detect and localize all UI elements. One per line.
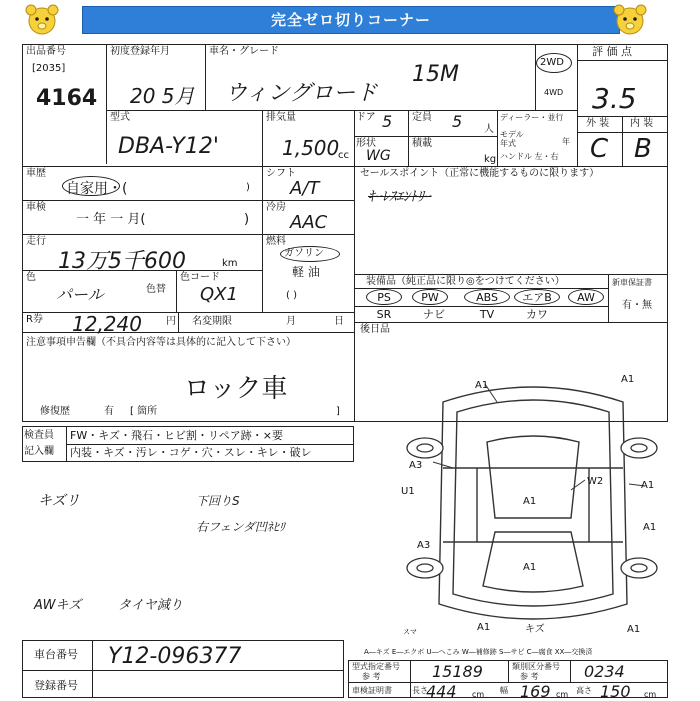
damage-mark-10: A1: [523, 562, 537, 573]
doors-label: ドア: [356, 112, 376, 123]
front-label: スマ: [403, 628, 417, 636]
history-label: 車歴: [26, 168, 46, 179]
disp-value: 1,500: [282, 136, 340, 160]
warranty-value: 有・無: [622, 300, 652, 311]
notes-value: ロック車: [184, 374, 288, 404]
spec-type-label: 型式指定番号: [352, 662, 400, 671]
inspector-row1: FW・キズ・飛石・ヒビ割・リペア跡・×要: [70, 429, 283, 442]
shift-value: A/T: [290, 178, 320, 199]
history-value: 自家用・(: [66, 181, 128, 197]
damage-mark-13: A1: [627, 624, 641, 635]
equip-aw: AW: [577, 291, 595, 304]
ext-label: 外 装: [586, 118, 610, 129]
disp-label: 排気量: [266, 112, 296, 123]
recycle-label: R券: [26, 314, 43, 325]
damage-legend: A―キズ E―エクボ U―へこみ W―補修跡 S―サビ C―腐食 XX―交換済: [364, 648, 593, 656]
notes-label: 注意事項申告欄（不具合内容等は具体的に記入して下さい）: [26, 337, 296, 348]
equip-navi: ナビ: [423, 308, 445, 321]
lot-number: 4164: [36, 86, 98, 111]
dealer-label: ディーラー・並行: [500, 113, 564, 122]
recycle-value: 12,240: [72, 312, 142, 336]
damage-mark-5: W2: [587, 476, 604, 487]
spec-class-value: 0234: [584, 662, 625, 681]
score-value: 3.5: [592, 82, 637, 115]
fuel-label: 燃料: [266, 236, 286, 247]
doors-value: 5: [382, 112, 393, 131]
sales-value: ｷｰﾚｽｴﾝﾄﾘｰ: [368, 189, 431, 205]
equipment-label: 装備品（純正品に限り◎をつけてください）: [366, 276, 565, 287]
damage-mark-8: A1: [643, 522, 657, 533]
grade: 15M: [412, 62, 459, 87]
equip-sr: SR: [376, 308, 392, 321]
disp-unit: cc: [338, 150, 349, 161]
warranty-label: 新車保証書: [612, 278, 652, 287]
inspector-label: 検査員: [24, 430, 54, 441]
mileage-label: 走行: [26, 236, 46, 247]
equip-abs: ABS: [476, 291, 498, 304]
equip-tv: TV: [479, 308, 495, 321]
sales-label: セールスポイント（正常に機能するものに限ります）: [360, 168, 600, 179]
shape-value: WG: [366, 148, 391, 164]
chassis-label: 車台番号: [34, 648, 78, 661]
ext-score: C: [590, 134, 609, 164]
color-value: パール: [56, 285, 104, 304]
fuel-diesel: 軽 油: [292, 265, 320, 279]
entry-label: 記入欄: [24, 446, 54, 457]
remark-1: キズリ: [38, 493, 80, 509]
equip-airbag: エアB: [522, 291, 552, 304]
type-label: 型式: [110, 112, 130, 123]
car-diagram: [395, 372, 670, 644]
spec-type-value: 15189: [432, 662, 483, 681]
score-label: 評 価 点: [592, 45, 632, 58]
remark-4: AWキズ: [34, 598, 82, 613]
color-code: QX1: [200, 284, 238, 305]
inspection-value: 一 年 一 月(: [76, 212, 146, 227]
shift-label: シフト: [266, 168, 296, 179]
damage-mark-9: A3: [417, 540, 431, 551]
damage-mark-11: A1: [477, 622, 491, 633]
lot-sub: [2035]: [32, 63, 66, 74]
ac-label: 冷房: [266, 202, 286, 213]
bear-mascot-icon: [22, 3, 62, 37]
chassis-value: Y12-096377: [108, 644, 242, 669]
ac-value: AAC: [290, 212, 328, 233]
inspection-label: 車検: [26, 202, 46, 213]
model-year-label: モデル年式: [500, 130, 524, 148]
wd-2: 2WD: [540, 57, 564, 68]
header-title: 完全ゼロ切りコーナー: [82, 6, 620, 34]
load-unit: kg: [484, 154, 497, 165]
color-label: 色: [26, 272, 36, 283]
mileage-value: 13万5千600: [58, 249, 186, 274]
name-change-label: 名変期限: [192, 316, 232, 327]
first-reg-label: 初度登録年月: [110, 46, 170, 57]
spec-length: 444: [426, 682, 457, 701]
capacity-unit: 人: [484, 124, 494, 135]
recycle-unit: 円: [166, 316, 176, 327]
lot-label: 出品番号: [26, 46, 66, 57]
capacity-value: 5: [452, 112, 463, 131]
spec-cert-label: 車検証明書: [352, 686, 392, 695]
color-code-label: 色コード: [180, 272, 220, 283]
int-score: B: [634, 134, 652, 164]
load-label: 積載: [412, 138, 432, 149]
spec-height: 150: [600, 682, 631, 701]
wd-4: 4WD: [544, 88, 564, 97]
reg-no-label: 登録番号: [34, 679, 78, 692]
rear-seat-label: 後日品: [360, 324, 390, 335]
int-label: 内 装: [630, 118, 654, 129]
equip-ps: PS: [377, 291, 391, 304]
equip-leather: カワ: [526, 308, 548, 321]
damage-mark-6: A1: [641, 480, 655, 491]
damage-mark-3: A3: [409, 460, 423, 471]
remark-5: タイヤ減り: [118, 598, 183, 613]
bear-mascot-icon: [610, 3, 650, 37]
color-change-label: 色替: [146, 284, 166, 295]
shape-label: 形状: [356, 138, 376, 149]
type-value: DBA-Y12': [118, 134, 219, 159]
damage-mark-4: U1: [401, 486, 415, 497]
damage-mark-2: A1: [621, 374, 635, 385]
equip-pw: PW: [421, 291, 439, 304]
damage-mark-7: A1: [523, 496, 537, 507]
remark-3: 右フェンダ凹ﾈﾋﾘ: [196, 520, 285, 534]
header: [0, 0, 700, 40]
model-name: ウィングロード: [225, 81, 378, 106]
first-reg-value: 20 5月: [130, 84, 195, 108]
handle-label: ハンドル 左・右: [500, 152, 559, 161]
inspector-row2: 内装・キズ・汚レ・コゲ・穴・スレ・キレ・破レ: [70, 446, 312, 459]
spec-width: 169: [520, 682, 551, 701]
name-label: 車名・グレード: [209, 46, 279, 57]
mileage-unit: km: [222, 258, 238, 269]
damage-mark-12: キズ: [525, 624, 545, 635]
remark-2: 下回りS: [196, 494, 240, 508]
damage-mark-1: A1: [475, 380, 489, 391]
fuel-gasoline: ガソリン: [284, 248, 324, 259]
capacity-label: 定員: [412, 112, 432, 123]
spec-class-label: 類別区分番号: [512, 662, 560, 671]
